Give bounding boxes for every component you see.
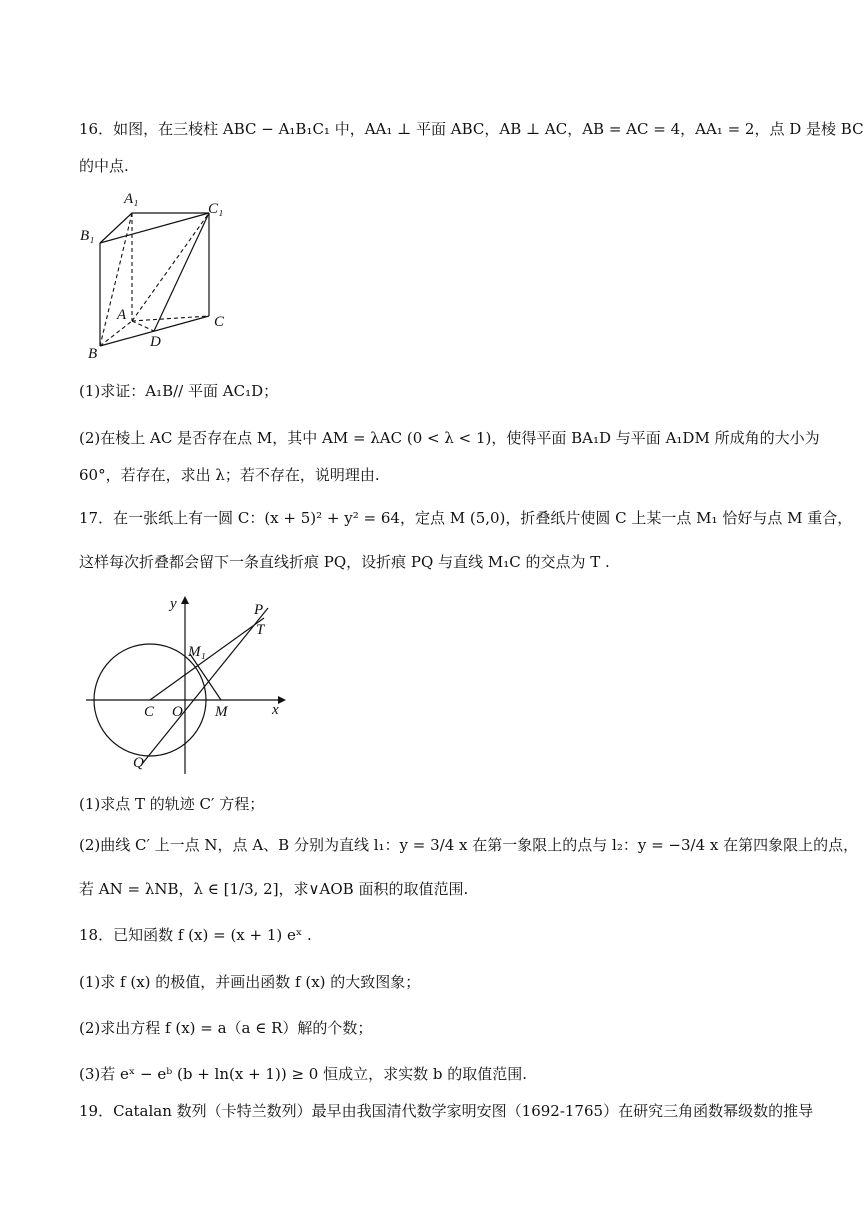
label-M1: M₁ — [188, 644, 206, 660]
q17-stem-line2: 这样每次折叠都会留下一条直线折痕 PQ，设折痕 PQ 与直线 M₁C 的交点为 T . — [79, 553, 610, 571]
q16-part2-line2: 60°，若存在，求出 λ；若不存在，说明理由. — [79, 466, 380, 484]
q17-stem-line1: 17．在一张纸上有一圆 C：(x + 5)² + y² = 64，定点 M (5,0)，折叠纸片使圆 C 上某一点 M₁ 恰好与点 M 重合， — [79, 509, 853, 527]
label-y: y — [170, 596, 177, 612]
label-C: C — [214, 314, 225, 330]
q18-part2: (2)求出方程 f (x) = a（a ∈ R）解的个数； — [79, 1019, 373, 1037]
label-B1: B₁ — [80, 228, 95, 244]
q16-stem-line1: 16．如图，在三棱柱 ABC − A₁B₁C₁ 中，AA₁ ⊥ 平面 ABC，AB ⊥ AC，AB = AC = 4，AA₁ = 2，点 D 是棱 BC — [79, 120, 864, 138]
label-T: T — [256, 622, 265, 638]
q16-stem-line2: 的中点. — [79, 157, 129, 175]
q17-part1: (1)求点 T 的轨迹 C′ 方程； — [79, 795, 265, 813]
prism-figure — [76, 188, 236, 363]
q18-stem: 18．已知函数 f (x) = (x + 1) eˣ . — [79, 926, 312, 944]
q18-part3: (3)若 eˣ − eᵇ (b + ln(x + 1)) ≥ 0 恒成立，求实数 b 的取值范围. — [79, 1065, 528, 1083]
label-B: B — [88, 346, 98, 362]
q16-part1: (1)求证：A₁B// 平面 AC₁D； — [79, 382, 279, 400]
label-C1: C₁ — [208, 201, 224, 217]
label-A1: A₁ — [124, 191, 139, 207]
circle-fold-figure — [86, 596, 286, 776]
label-P: P — [254, 602, 264, 618]
q17-part2-line2: 若 AN = λNB，λ ∈ [1/3, 2]，求∨AOB 面积的取值范围. — [79, 880, 469, 898]
q19-stem: 19．Catalan 数列（卡特兰数列）最早由我国清代数学家明安图（1692-1765）在研究三角函数幂级数的推导 — [79, 1102, 814, 1120]
q18-part1: (1)求 f (x) 的极值，并画出函数 f (x) 的大致图象； — [79, 973, 421, 991]
label-Q: Q — [133, 755, 144, 771]
label-D: D — [150, 334, 161, 350]
label-M: M — [215, 704, 228, 720]
label-A: A — [117, 307, 127, 323]
label-x: x — [272, 702, 279, 718]
label-C: C — [144, 704, 155, 720]
label-O: O — [172, 704, 183, 720]
q16-part2-line1: (2)在棱上 AC 是否存在点 M，其中 AM = λAC (0 < λ < 1)，使得平面 BA₁D 与平面 A₁DM 所成角的大小为 — [79, 429, 820, 447]
q17-part2-line1: (2)曲线 C′ 上一点 N，点 A、B 分别为直线 l₁：y = 3/4 x 在第一象限上的点与 l₂：y = −3/4 x 在第四象限上的点， — [79, 836, 859, 854]
